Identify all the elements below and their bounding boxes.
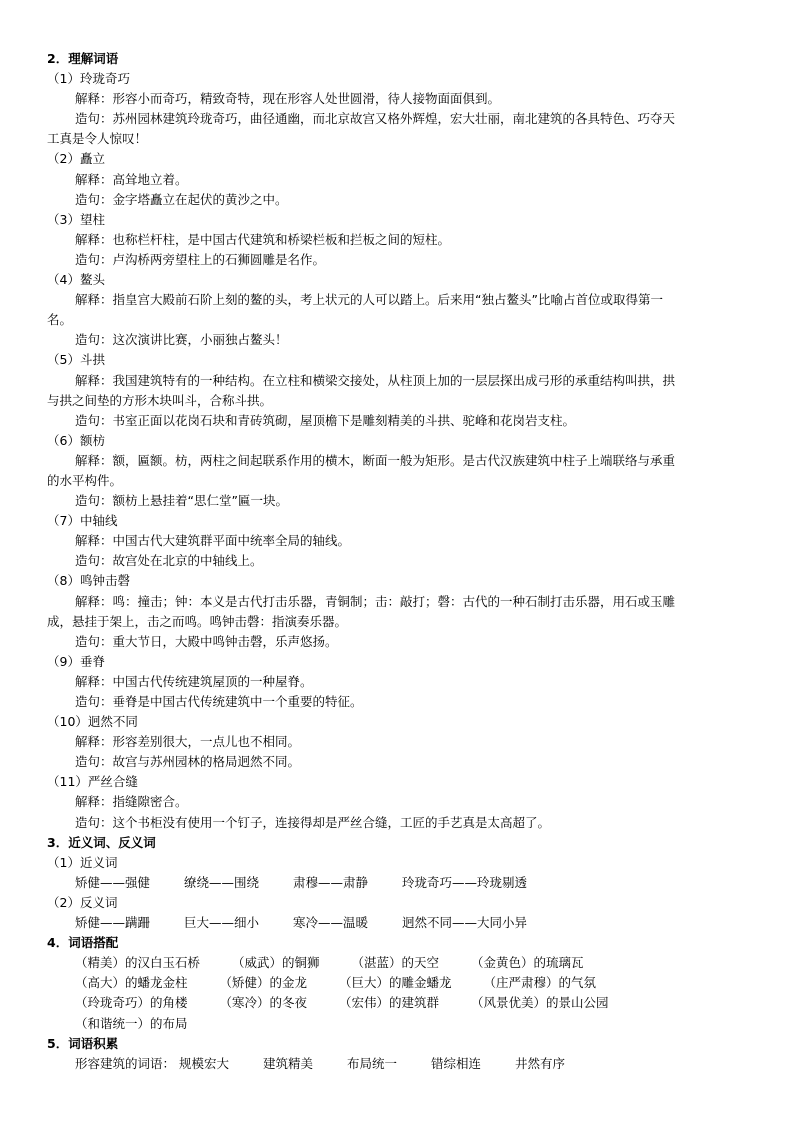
term-title: 玲珑奇巧 [79, 71, 130, 87]
synonym-pair: 玲珑奇巧——玲珑剔透 [402, 874, 528, 890]
term-title: 严丝合缝 [87, 774, 138, 790]
term-item [47, 511, 752, 571]
definition: 解释：我国建筑特有的一种结构。在立柱和横梁交接处，从柱顶上加的一层层探出成弓形的承重结构叫拱，拱 [75, 372, 676, 388]
term-title: 垂脊 [79, 653, 105, 669]
collocation: （和谐统一）的布局 [75, 1015, 188, 1031]
example-sentence: 造句：重大节日，大殿中鸣钟击磬，乐声悠扬。 [75, 633, 338, 649]
term-item [47, 149, 752, 209]
term-title: 鳌头 [79, 272, 105, 288]
term-number: （3） [47, 211, 80, 227]
definition: 解释：指缝隙密合。 [75, 794, 188, 810]
term-title: 迥然不同 [87, 714, 138, 730]
collocation-row [47, 953, 752, 973]
collocation: （湛蓝）的天空 [351, 955, 440, 971]
collocation: （高大）的蟠龙金柱 [75, 975, 188, 991]
term-number: （10） [47, 714, 88, 730]
section-heading: 5．词语积累 [47, 1035, 119, 1051]
example-sentence: 造句：书室正面以花岗石块和青砖筑砌，屋顶檐下是雕刻精美的斗拱、驼峰和花岗岩支柱。 [75, 412, 576, 428]
definition-continued: 名。 [47, 312, 73, 328]
word-bank-item: 规模宏大 [179, 1055, 230, 1071]
definition: 解释：指皇宫大殿前石阶上刻的鳌的头，考上状元的人可以踏上。后来用“独占鳌头”比喻占首位或取得第一 [75, 292, 663, 308]
collocation: （庄严肃穆）的气氛 [483, 975, 597, 991]
term-number: （2） [47, 151, 80, 167]
collocation: （宏伟）的建筑群 [339, 995, 440, 1011]
synonym-pair: 肃穆——肃静 [293, 874, 369, 890]
collocation-row [47, 973, 752, 993]
term-number: （6） [47, 432, 80, 448]
definition: 解释：鸣：撞击；钟：本义是古代打击乐器，青铜制；击：敲打；磬：古代的一种石制打击乐器，用石或玉雕 [75, 593, 676, 609]
word-bank-item: 错综相连 [431, 1055, 482, 1071]
word-bank-item: 井然有序 [515, 1055, 566, 1071]
term-title: 矗立 [79, 151, 105, 167]
example-sentence: 造句：金字塔矗立在起伏的黄沙之中。 [75, 191, 288, 207]
antonym-row [47, 913, 752, 933]
term-number: （1） [47, 71, 80, 87]
term-title: 中轴线 [79, 513, 118, 529]
example-sentence: 造句：垂脊是中国古代传统建筑中一个重要的特征。 [75, 694, 363, 709]
collocation: （风景优美）的景山公园 [471, 995, 609, 1011]
antonym-pair: 迥然不同——大同小异 [402, 915, 528, 931]
antonym-pair: 寒冷——温暖 [293, 915, 369, 931]
section-heading: 3．近义词、反义词 [47, 834, 156, 850]
antonyms-label: （2）反义词 [47, 894, 118, 910]
definition-continued: 成，悬挂于架上，击之而鸣。鸣钟击磬：指演奏乐器。 [47, 613, 348, 629]
word-bank-row [47, 1054, 752, 1074]
definition: 解释：中国古代大建筑群平面中统率全局的轴线。 [75, 533, 351, 549]
antonym-pair: 矫健——蹒跚 [75, 915, 151, 931]
synonyms-label: （1）近义词 [47, 854, 118, 870]
term-item [47, 431, 752, 511]
collocation: （巨大）的雕金蟠龙 [339, 975, 452, 991]
definition: 解释：也称栏杆柱，是中国古代建筑和桥梁栏板和拦板之间的短柱。 [75, 231, 451, 247]
definition: 解释：形容小而奇巧，精致奇特，现在形容人处世圆滑，待人接物面面俱到。 [75, 91, 501, 107]
example-sentence-continued: 工真是令人惊叹！ [47, 131, 148, 147]
example-sentence: 造句：额枋上悬挂着“思仁堂”匾一块。 [75, 493, 288, 509]
synonym-pair: 矫健——强健 [75, 874, 151, 890]
example-sentence: 造句：苏州园林建筑玲珑奇巧，曲径通幽，而北京故宫又格外辉煌，宏大壮丽，南北建筑的各具特色、巧夺天 [75, 111, 676, 127]
section-heading: 4．词语搭配 [47, 935, 119, 951]
term-number: （9） [47, 653, 80, 669]
antonym-pair: 巨大——细小 [184, 915, 260, 931]
term-item [47, 210, 752, 270]
term-title: 望柱 [79, 211, 105, 227]
term-number: （7） [47, 513, 80, 529]
term-item [47, 270, 752, 350]
synonym-row [47, 873, 752, 893]
collocation: （矫健）的金龙 [219, 975, 308, 991]
term-item [47, 69, 752, 149]
word-bank-label: 形容建筑的词语： [75, 1055, 176, 1071]
synonym-pair: 缭绕——围绕 [184, 874, 260, 890]
definition-continued: 的水平构件。 [47, 472, 123, 488]
term-number: （4） [47, 272, 80, 288]
collocation: （威武）的铜狮 [232, 955, 320, 971]
term-item [47, 571, 752, 651]
definition: 解释：额，匾额。枋，两柱之间起联系作用的横木，断面一般为矩形。是古代汉族建筑中柱子上端联络与承重 [75, 452, 676, 468]
definition: 解释：形容差别很大，一点儿也不相同。 [75, 734, 301, 750]
section-heading: 2．理解词语 [47, 51, 119, 66]
example-sentence: 造句：这次演讲比赛，小丽独占鳌头！ [75, 332, 288, 348]
term-number: （11） [47, 774, 88, 790]
term-item [47, 712, 752, 772]
example-sentence: 造句：这个书柜没有使用一个钉子，连接得却是严丝合缝，工匠的手艺真是太高超了。 [75, 814, 551, 830]
collocation: （金黄色）的琉璃瓦 [471, 955, 584, 971]
document-page [47, 49, 752, 1074]
example-sentence: 造句：故宫与苏州园林的格局迥然不同。 [75, 754, 301, 770]
word-bank-item: 建筑精美 [263, 1055, 314, 1071]
definition: 解释：高耸地立着。 [75, 171, 188, 187]
term-number: （5） [47, 352, 80, 368]
term-item [47, 772, 752, 832]
term-title: 额枋 [79, 432, 105, 448]
collocation: （寒冷）的冬夜 [219, 995, 308, 1011]
term-number: （8） [47, 573, 80, 589]
term-list [47, 69, 752, 833]
collocation-row [47, 1014, 752, 1034]
term-item [47, 350, 752, 430]
example-sentence: 造句：故宫处在北京的中轴线上。 [75, 553, 263, 569]
term-title: 鸣钟击磬 [79, 573, 130, 589]
term-item [47, 652, 752, 712]
example-sentence: 造句：卢沟桥两旁望柱上的石狮圆雕是名作。 [75, 251, 326, 267]
word-bank-item: 布局统一 [347, 1055, 398, 1071]
collocation: （精美）的汉白玉石桥 [75, 955, 201, 971]
collocation-row [47, 993, 752, 1013]
term-title: 斗拱 [79, 352, 105, 368]
definition: 解释：中国古代传统建筑屋顶的一种屋脊。 [75, 673, 313, 689]
definition-continued: 与拱之间垫的方形木块叫斗，合称斗拱。 [47, 392, 273, 408]
collocation: （玲珑奇巧）的角楼 [75, 995, 188, 1011]
